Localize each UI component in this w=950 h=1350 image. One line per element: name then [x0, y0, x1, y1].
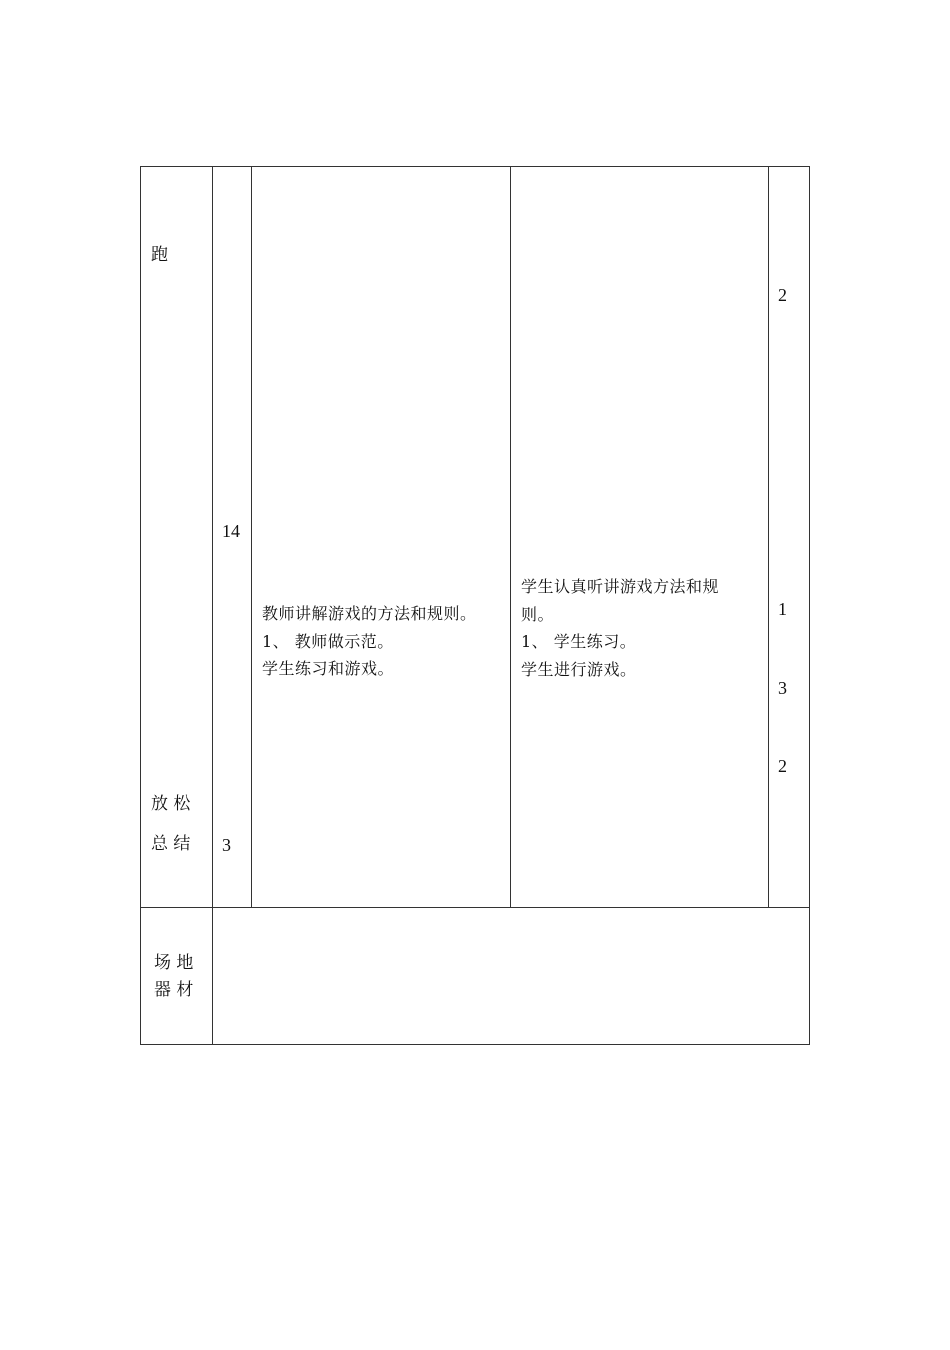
- count-value: 3: [778, 678, 787, 698]
- student-activity-text: [521, 573, 719, 683]
- row-divider: [140, 907, 810, 908]
- teacher-line: 教师讲解游戏的方法和规则。: [262, 604, 477, 623]
- student-line: 学生进行游戏。: [521, 659, 637, 679]
- relax-label: 放 松: [151, 794, 191, 814]
- main-minutes: 14: [222, 521, 240, 541]
- col-divider-3: [510, 166, 511, 908]
- table-bottom-border: [140, 1044, 810, 1045]
- teacher-activity-text: [262, 600, 477, 683]
- student-line: 则。: [521, 604, 555, 624]
- table-top-border: [140, 166, 810, 167]
- summary-label: 总 结: [151, 834, 191, 854]
- equipment-label: 器 材: [154, 980, 194, 1000]
- end-minutes: 3: [222, 835, 231, 855]
- teacher-line: 学生练习和游戏。: [262, 659, 395, 678]
- count-value: 2: [778, 285, 787, 305]
- student-line: 学生认真听讲游戏方法和规: [521, 577, 720, 596]
- student-line: 1、 学生练习。: [521, 632, 637, 651]
- run-label: 跑: [151, 245, 168, 265]
- table-left-border: [140, 166, 141, 1045]
- col-divider-4: [768, 166, 769, 908]
- col-divider-2: [251, 166, 252, 908]
- table-right-border: [809, 166, 810, 1045]
- count-value: 1: [778, 599, 787, 619]
- teacher-line: 1、 教师做示范。: [262, 631, 394, 651]
- venue-label: 场 地: [154, 953, 194, 973]
- col-divider-1: [212, 166, 213, 1045]
- count-value: 2: [778, 756, 787, 776]
